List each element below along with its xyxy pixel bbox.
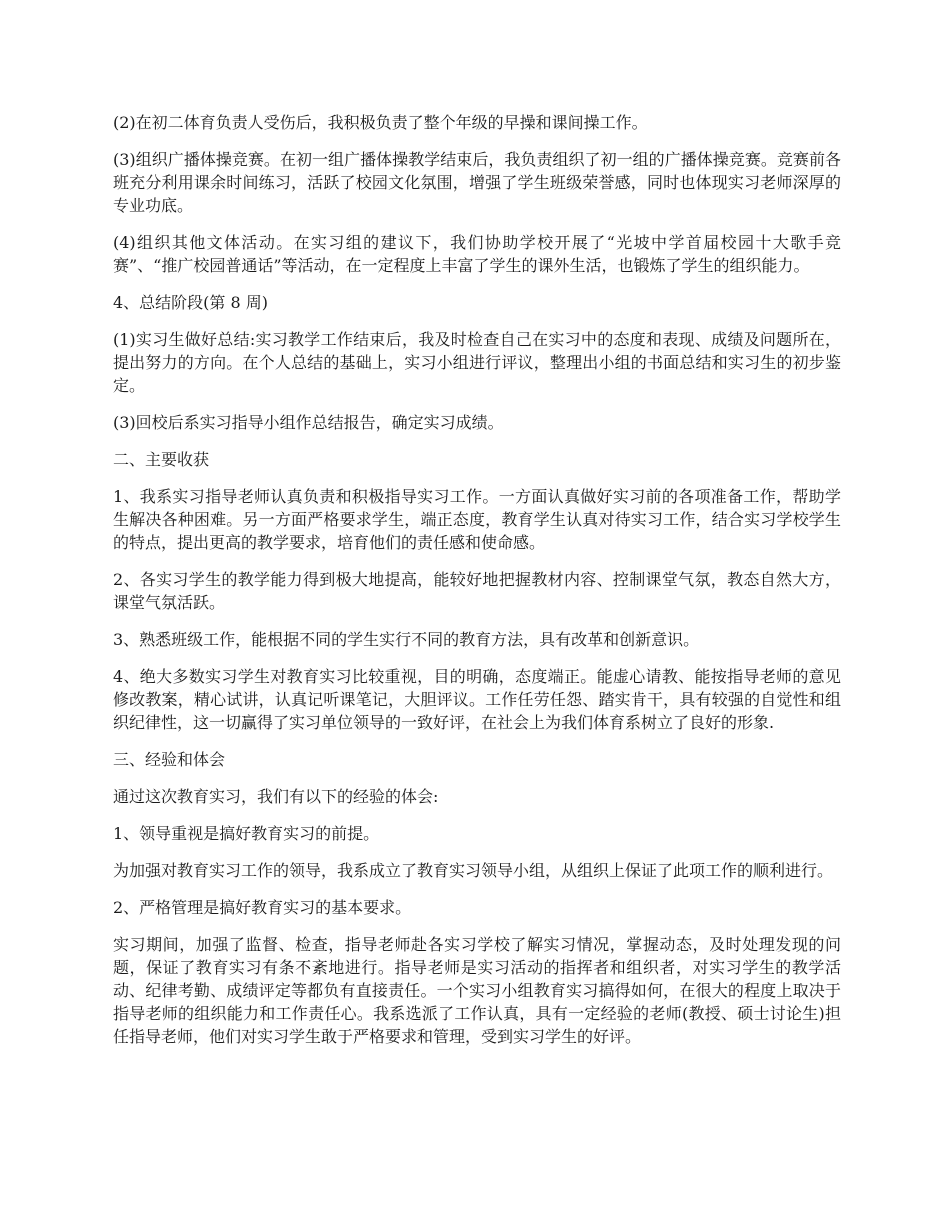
paragraph: 4、绝大多数实习学生对教育实习比较重视，目的明确，态度端正。能虚心请教、能按指导老师的意见修改教案，精心试讲，认真记听课笔记，大胆评议。工作任劳任怨、踏实肯干，具有较强的自觉性和组织纪律性，这一切赢得了实习单位领导的一致好评，在社会上为我们体育系树立了良好的形象. <box>113 667 841 732</box>
subsection-heading: 1、领导重视是搞好教育实习的前提。 <box>113 824 380 843</box>
paragraph: (3)回校后系实习指导小组作总结报告，确定实习成绩。 <box>113 413 504 432</box>
subsection-heading: 2、严格管理是搞好教育实习的基本要求。 <box>113 898 412 917</box>
document-page <box>113 111 841 1062</box>
section-heading: 三、经验和体会 <box>113 750 226 769</box>
paragraph: 2、各实习学生的教学能力得到极大地提高，能较好地把握教材内容、控制课堂气氛，教态自然大方，课堂气氛活跃。 <box>113 570 841 612</box>
paragraph: (3)组织广播体操竞赛。在初一组广播体操教学结束后，我负责组织了初一组的广播体操竞赛。竞赛前各班充分利用课余时间练习，活跃了校园文化氛围，增强了学生班级荣誉感，同时也体现实习老师深厚的专业功底。 <box>113 150 841 215</box>
paragraph: 实习期间，加强了监督、检查，指导老师赴各实习学校了解实习情况，掌握动态，及时处理发现的问题，保证了教育实习有条不紊地进行。指导老师是实习活动的指挥者和组织者，对实习学生的教学活动、纪律考勤、成绩评定等都负有直接责任。一个实习小组教育实习搞得如何，在很大的程度上取决于指导老师的组织能力和工作责任心。我系选派了工作认真，具有一定经验的老师(教授、硕士讨论生)担任指导老师，他们对实习学生敢于严格要求和管理，受到实习学生的好评。 <box>113 935 841 1046</box>
paragraph: 通过这次教育实习，我们有以下的经验的体会: <box>113 787 439 806</box>
section-heading: 4、总结阶段(第 8 周) <box>113 293 269 312</box>
paragraph: 1、我系实习指导老师认真负责和积极指导实习工作。一方面认真做好实习前的各项准备工作，帮助学生解决各种困难。另一方面严格要求学生，端正态度，教育学生认真对待实习工作，结合实习学校学生的特点，提出更高的教学要求，培育他们的责任感和使命感。 <box>113 487 841 552</box>
paragraph: (1)实习生做好总结:实习教学工作结束后，我及时检查自己在实习中的态度和表现、成绩及问题所在，提出努力的方向。在个人总结的基础上，实习小组进行评议，整理出小组的书面总结和实习生的初步鉴定。 <box>113 330 841 395</box>
paragraph: 为加强对教育实习工作的领导，我系成立了教育实习领导小组，从组织上保证了此项工作的顺利进行。 <box>113 861 834 880</box>
paragraph: (2)在初二体育负责人受伤后，我积极负责了整个年级的早操和课间操工作。 <box>113 113 648 132</box>
paragraph: (4)组织其他文体活动。在实习组的建议下，我们协助学校开展了“光坡中学首届校园十大歌手竞赛”、“推广校园普通话”等活动，在一定程度上丰富了学生的课外生活，也锻炼了学生的组织能力。 <box>113 233 841 275</box>
paragraph: 3、熟悉班级工作，能根据不同的学生实行不同的教育方法，具有改革和创新意识。 <box>113 630 700 649</box>
section-heading: 二、主要收获 <box>113 450 210 469</box>
